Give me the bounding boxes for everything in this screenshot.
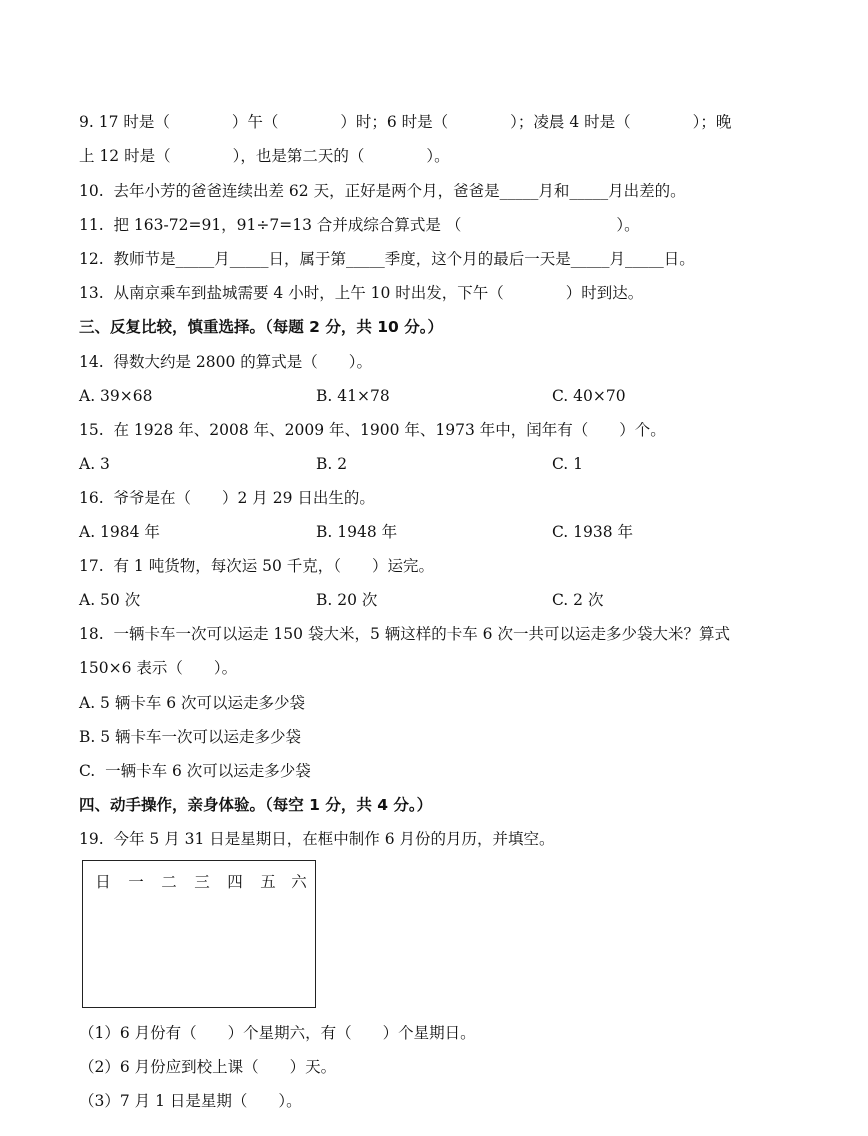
question-12: 12. 教师节是_____月_____日，属于第_____季度，这个月的最后一天是_____月_____日。 (79, 250, 695, 268)
weekday-thu: 四 (227, 873, 243, 891)
option-14-c: C. 40×70 (552, 387, 626, 405)
option-14-a: A. 39×68 (79, 387, 153, 405)
option-15-c: C. 1 (552, 455, 584, 473)
question-19-sub-2: （2）6 月份应到校上课（ ）天。 (79, 1058, 337, 1076)
option-16-c: C. 1938 年 (552, 523, 634, 541)
fill-in-line-1: 9. 17 时是（ ）午（ ）时；6 时是（ ）；凌晨 4 时是（ ）；晚 (79, 113, 732, 131)
option-17-a: A. 50 次 (79, 591, 141, 609)
option-15-b: B. 2 (316, 455, 348, 473)
option-18-c: C. 一辆卡车 6 次可以运走多少袋 (79, 762, 311, 780)
question-17: 17. 有 1 吨货物，每次运 50 千克，（ ）运完。 (79, 557, 435, 575)
question-13: 13. 从南京乘车到盐城需要 4 小时，上午 10 时出发，下午（ ）时到达。 (79, 284, 644, 302)
weekday-sat: 六 (291, 873, 307, 891)
option-14-b: B. 41×78 (316, 387, 390, 405)
option-18-a: A. 5 辆卡车 6 次可以运走多少袋 (79, 694, 306, 712)
question-19-sub-1: （1）6 月份有（ ）个星期六，有（ ）个星期日。 (79, 1024, 476, 1042)
question-11: 11. 把 163-72=91，91÷7=13 合并成综合算式是 （ ）。 (79, 216, 640, 234)
option-17-b: B. 20 次 (316, 591, 378, 609)
option-18-b: B. 5 辆卡车一次可以运走多少袋 (79, 728, 302, 746)
section-3-heading: 三、反复比较，慎重选择。（每题 2 分，共 10 分。） (79, 318, 443, 336)
weekday-wed: 三 (194, 873, 210, 891)
weekday-tue: 二 (161, 873, 177, 891)
option-16-a: A. 1984 年 (79, 523, 160, 541)
question-19-sub-3: （3）7 月 1 日是星期（ ）。 (79, 1092, 302, 1110)
question-16: 16. 爷爷是在（ ）2 月 29 日出生的。 (79, 489, 375, 507)
question-18-line-1: 18. 一辆卡车一次可以运走 150 袋大米，5 辆这样的卡车 6 次一共可以运走多少袋大米？算式 (79, 625, 730, 643)
option-17-c: C. 2 次 (552, 591, 604, 609)
weekday-sun: 日 (95, 873, 111, 891)
section-4-heading: 四、动手操作，亲身体验。（每空 1 分，共 4 分。） (79, 796, 433, 814)
option-15-a: A. 3 (79, 455, 110, 473)
question-14: 14. 得数大约是 2800 的算式是（ ）。 (79, 353, 373, 371)
fill-in-line-2: 上 12 时是（ ），也是第二天的（ ）。 (79, 147, 450, 165)
question-19: 19. 今年 5 月 31 日是星期日，在框中制作 6 月份的月历，并填空。 (79, 830, 555, 848)
option-16-b: B. 1948 年 (316, 523, 398, 541)
weekday-fri: 五 (260, 873, 276, 891)
calendar-box (82, 860, 316, 1008)
question-18-line-2: 150×6 表示（ ）。 (79, 659, 238, 677)
question-15: 15. 在 1928 年、2008 年、2009 年、1900 年、1973 年中，闰年有（ ）个。 (79, 421, 666, 439)
question-10: 10. 去年小芳的爸爸连续出差 62 天，正好是两个月，爸爸是_____月和_____月出差的。 (79, 182, 686, 200)
weekday-mon: 一 (128, 873, 144, 891)
